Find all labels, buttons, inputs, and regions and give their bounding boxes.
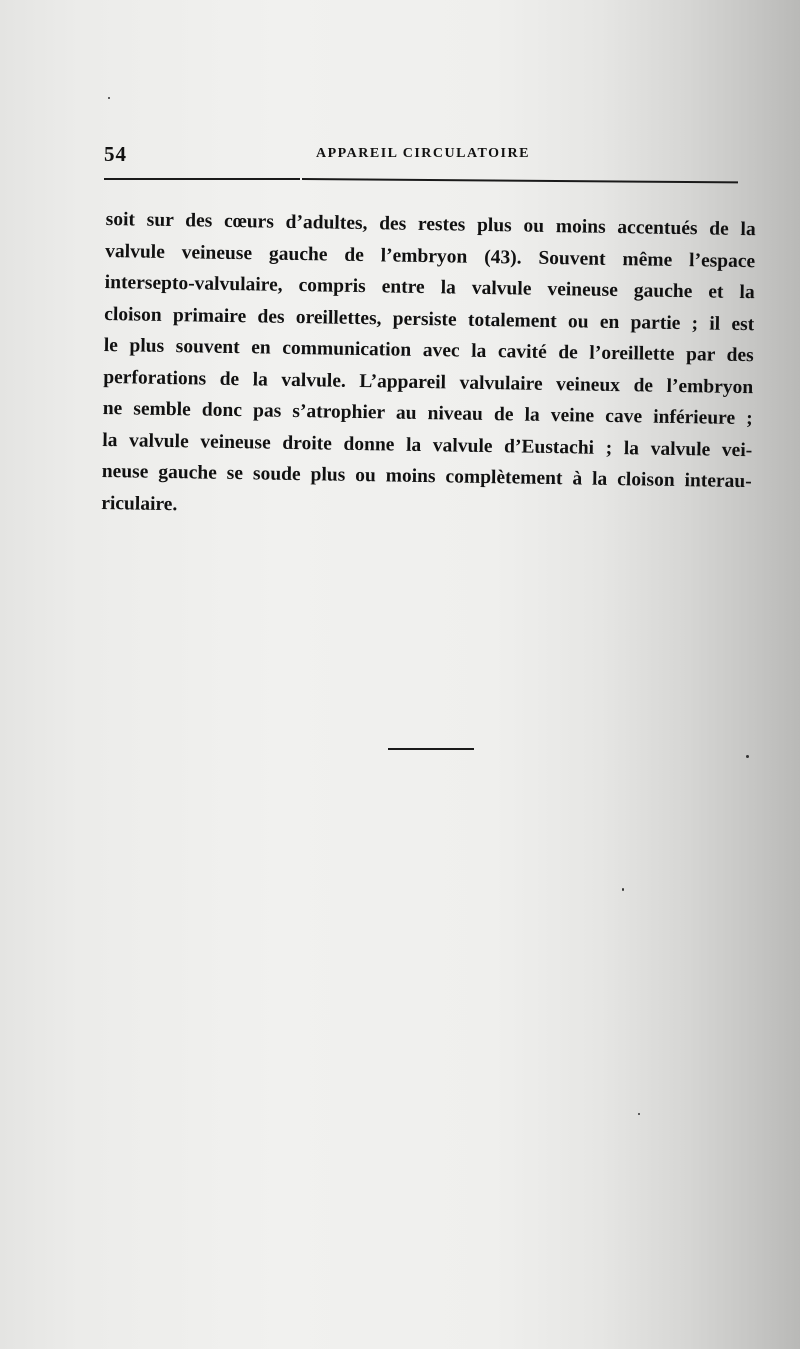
paper-speck (638, 1113, 640, 1115)
paper-speck (622, 888, 624, 891)
text-line: la valvule veineuse droite donne la valvule d’Eustachi ; la valvule vei- (102, 429, 753, 461)
text-line: le plus souvent en communication avec la cavité de l’oreillette par des (103, 334, 754, 367)
section-end-rule (388, 748, 474, 750)
page-number: 54 (104, 142, 127, 166)
paper-speck (108, 97, 110, 99)
running-title: APPAREIL CIRCULATOIRE (316, 146, 530, 161)
header-rule-left (104, 178, 300, 180)
text-line: valvule veineuse gauche de l’embryon (43). Souvent même l’espace (105, 240, 756, 272)
text-line: ne semble donc pas s’atrophier au niveau de la veine cave inférieure ; (102, 397, 753, 430)
paper-speck (746, 755, 749, 758)
text-line: neuse gauche se soude plus ou moins complètement à la cloison interau- (101, 460, 752, 493)
text-line: intersepto-valvulaire, compris entre la valvule veineuse gauche et la (104, 271, 755, 304)
text-line: cloison primaire des oreillettes, persiste totalement ou en partie ; il est (104, 303, 755, 335)
body-paragraph (101, 204, 756, 529)
text-line: perforations de la valvule. L’appareil valvulaire veineux de l’embryon (103, 366, 754, 398)
text-line-last: riculaire. (101, 492, 178, 515)
header-rule-right (302, 178, 738, 183)
text-line: soit sur des cœurs d’adultes, des restes plus ou moins accentués de la (105, 208, 756, 241)
